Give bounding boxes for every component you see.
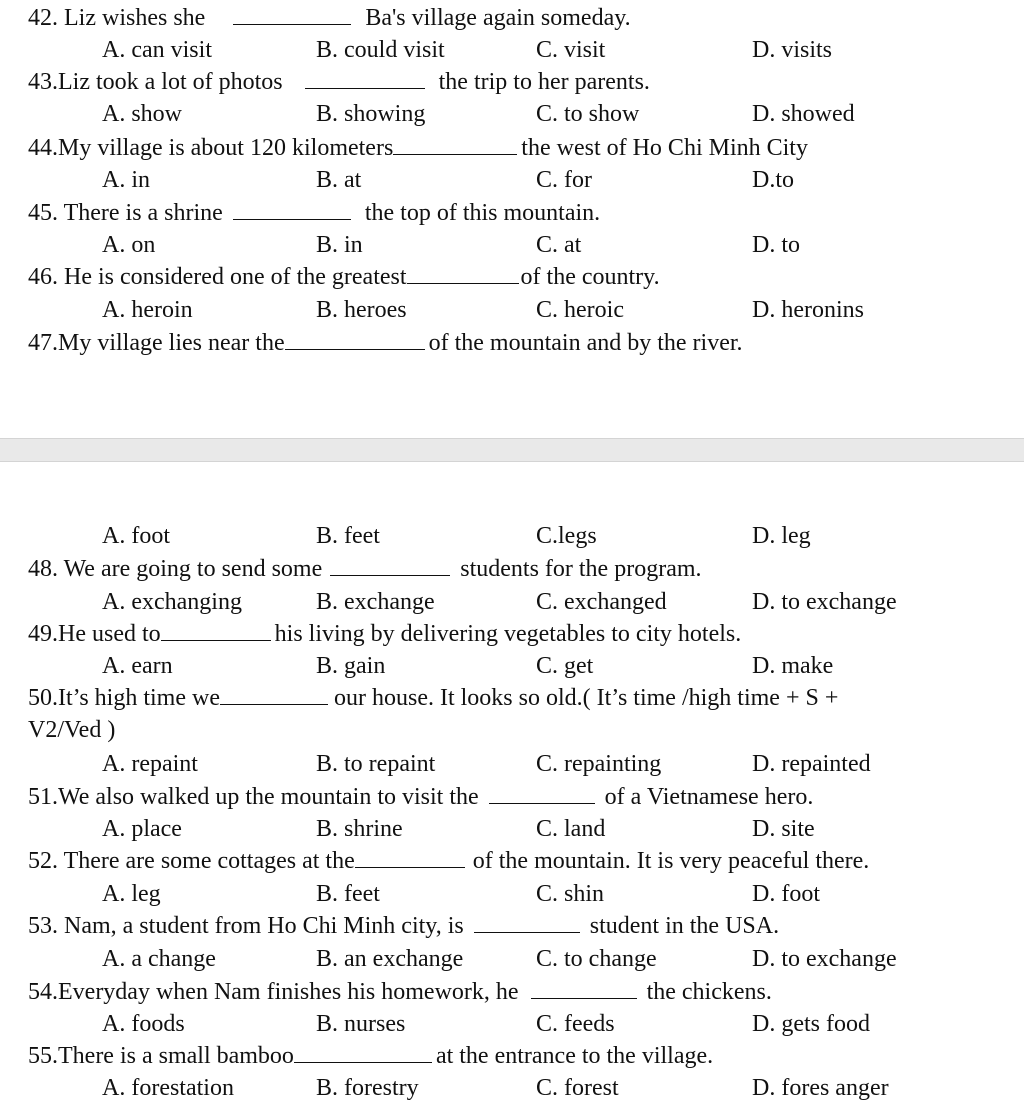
question-48-tail: students for the program. [460,556,702,582]
option-d: D. leg [752,523,811,549]
option-a: A. heroin [102,297,193,323]
question-49-stem: 49.He used to [28,621,161,647]
option-c: C. at [536,232,582,258]
option-d: D. make [752,653,834,679]
answer-blank [161,620,271,641]
answer-blank [393,134,517,155]
options-50 [0,750,1024,778]
question-44 [28,134,808,162]
options-46 [0,296,1024,324]
answer-blank [233,4,351,25]
option-c: C. feeds [536,1011,615,1037]
option-b: B. feet [316,523,380,549]
option-d: D.to [752,167,794,193]
options-48 [0,588,1024,616]
question-51-tail: of a Vietnamese hero. [604,784,814,810]
question-50-stem: 50.It’s high time we [28,685,220,711]
option-c: C. land [536,816,606,842]
option-b: B. nurses [316,1011,406,1037]
question-43 [28,68,650,96]
question-50-continued [28,716,115,744]
option-d: D. site [752,816,815,842]
option-a: A. can visit [102,37,212,63]
options-51 [0,815,1024,843]
option-d: D. to exchange [752,946,897,972]
option-c: C. forest [536,1075,619,1101]
question-46 [28,263,660,291]
question-42 [28,4,631,32]
option-b: B. could visit [316,37,445,63]
question-47 [28,329,743,357]
option-b: B. shrine [316,816,403,842]
question-51-stem: 51.We also walked up the mountain to visit the [28,784,479,810]
option-b: B. heroes [316,297,407,323]
option-a: A. on [102,232,156,258]
question-48 [28,555,702,583]
option-c: C. shin [536,881,605,907]
option-b: B. to repaint [316,751,436,777]
option-b: B. an exchange [316,946,464,972]
options-47 [0,522,1024,550]
question-55-stem: 55.There is a small bamboo [28,1043,294,1069]
question-45-tail: the top of this mountain. [364,200,601,226]
answer-blank [407,263,519,284]
question-47-stem: 47.My village lies near the [28,330,285,356]
document-page-1 [0,0,1024,438]
question-46-tail: of the country. [520,264,660,290]
option-a: A. foot [102,523,170,549]
option-c: C. heroic [536,297,624,323]
page-break [0,438,1024,462]
question-42-tail: Ba's village again someday. [365,5,631,31]
options-55 [0,1074,1024,1102]
option-b: B. gain [316,653,386,679]
question-50-tail: our house. It looks so old.( It’s time /high time + S + [333,685,839,711]
question-54-tail: the chickens. [646,979,772,1005]
options-52 [0,880,1024,908]
option-a: A. forestation [102,1075,234,1101]
answer-blank [474,912,580,933]
options-42 [0,36,1024,64]
option-c: C. to change [536,946,657,972]
option-d: D. repainted [752,751,871,777]
option-c: C. repainting [536,751,662,777]
option-b: B. feet [316,881,380,907]
question-49 [28,620,741,648]
question-43-stem: 43.Liz took a lot of photos [28,69,283,95]
option-d: D. gets food [752,1011,870,1037]
question-46-stem: 46. He is considered one of the greatest [28,264,407,290]
option-b: B. exchange [316,589,435,615]
option-a: A. in [102,167,150,193]
option-d: D. to exchange [752,589,897,615]
option-a: A. repaint [102,751,198,777]
question-53-stem: 53. Nam, a student from Ho Chi Minh city, is [28,913,464,939]
question-55-tail: at the entrance to the village. [435,1043,714,1069]
option-d: D. foot [752,881,820,907]
answer-blank [330,555,450,576]
question-48-stem: 48. We are going to send some [28,556,323,582]
answer-blank [355,847,465,868]
answer-blank [220,684,328,705]
option-a: A. show [102,101,183,127]
question-44-stem: 44.My village is about 120 kilometers [28,135,394,161]
answer-blank [305,68,425,89]
question-53-tail: student in the USA. [589,913,780,939]
question-45 [28,199,600,227]
option-a: A. foods [102,1011,185,1037]
option-a: A. earn [102,653,173,679]
question-52-tail: of the mountain. It is very peaceful there. [472,848,870,874]
question-44-tail: the west of Ho Chi Minh City [521,135,808,161]
document-page-2 [0,462,1024,1110]
answer-blank [294,1042,432,1063]
question-42-stem: 42. Liz wishes she [28,5,206,31]
option-d: D. visits [752,37,833,63]
option-c: C. get [536,653,594,679]
option-d: D. showed [752,101,855,127]
question-43-tail: the trip to her parents. [438,69,650,95]
options-54 [0,1010,1024,1038]
question-55 [28,1042,713,1070]
option-d: D. fores anger [752,1075,889,1101]
options-44 [0,166,1024,194]
question-52-stem: 52. There are some cottages at the [28,848,355,874]
question-50-line2: V2/Ved ) [28,717,116,743]
option-a: A. a change [102,946,216,972]
option-a: A. leg [102,881,161,907]
question-50 [28,684,838,712]
option-a: A. exchanging [102,589,242,615]
options-45 [0,231,1024,259]
answer-blank [285,329,425,350]
question-53 [28,912,779,940]
question-52 [28,847,869,875]
option-c: C.legs [536,523,597,549]
option-b: B. at [316,167,362,193]
options-43 [0,100,1024,128]
option-d: D. to [752,232,800,258]
answer-blank [489,783,595,804]
option-b: B. forestry [316,1075,419,1101]
question-51 [28,783,813,811]
answer-blank [531,978,637,999]
question-54 [28,978,772,1006]
option-c: C. visit [536,37,606,63]
option-c: C. exchanged [536,589,667,615]
options-49 [0,652,1024,680]
option-c: C. to show [536,101,640,127]
option-a: A. place [102,816,182,842]
question-45-stem: 45. There is a shrine [28,200,223,226]
answer-blank [233,199,351,220]
option-b: B. in [316,232,363,258]
options-53 [0,945,1024,973]
question-49-tail: his living by delivering vegetables to city hotels. [274,621,742,647]
option-d: D. heronins [752,297,864,323]
question-54-stem: 54.Everyday when Nam finishes his homework, he [28,979,519,1005]
option-b: B. showing [316,101,426,127]
option-c: C. for [536,167,592,193]
question-47-tail: of the mountain and by the river. [428,330,743,356]
